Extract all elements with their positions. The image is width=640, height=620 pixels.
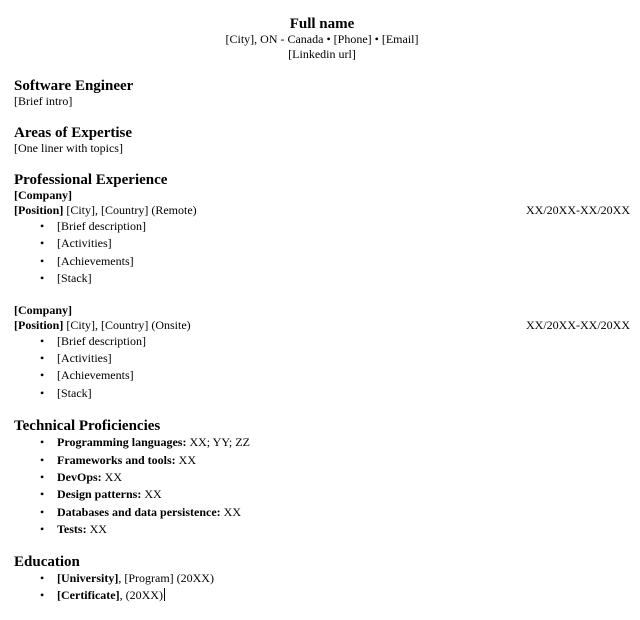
section-title-experience: Professional Experience — [14, 172, 168, 188]
skill-label: Programming languages: — [57, 435, 187, 450]
skill-value: XX — [175, 452, 197, 467]
section-title-summary: Software Engineer — [14, 78, 134, 94]
job-company: [Company] — [14, 188, 73, 202]
list-item — [14, 504, 630, 521]
education-label: [Certificate] — [57, 588, 120, 603]
education-list — [14, 570, 630, 605]
list-item — [14, 469, 630, 486]
text-cursor — [164, 588, 165, 601]
job-entry — [14, 188, 630, 288]
skill-label: Design patterns: — [57, 487, 142, 502]
list-item[interactable] — [14, 587, 630, 604]
list-item: • [Activities] — [14, 235, 630, 252]
skill-label: Frameworks and tools: — [57, 452, 176, 467]
job-position: [Position] — [14, 203, 64, 217]
job-entry — [14, 303, 630, 403]
list-item: • [Achievements] — [14, 253, 630, 270]
brief-intro: [Brief intro] — [14, 94, 73, 108]
expertise-topics: [One liner with topics] — [14, 141, 123, 155]
list-item — [14, 434, 630, 451]
job-position-row — [14, 318, 630, 333]
list-item — [14, 452, 630, 469]
contact-line: [City], ON - Canada • [Phone] • [Email] — [225, 32, 419, 46]
skill-value: XX — [86, 522, 107, 537]
full-name: Full name — [289, 16, 355, 32]
list-item: • [Activities] — [14, 350, 630, 367]
skill-value: XX — [141, 487, 162, 502]
list-item: • [Brief description] — [14, 333, 630, 350]
list-item — [14, 486, 630, 503]
resume-document — [14, 0, 630, 605]
section-title-technical: Technical Proficiencies — [14, 418, 161, 435]
job-position-row — [14, 203, 630, 218]
experience-section — [14, 172, 630, 402]
skill-label: Databases and data persistence: — [57, 504, 221, 519]
job-bullets — [14, 218, 630, 288]
section-title-education: Education — [14, 553, 80, 570]
education-label: [University] — [57, 570, 119, 585]
list-item: • [Stack] — [14, 270, 630, 287]
job-position: [Position] — [14, 317, 64, 332]
list-item — [14, 521, 630, 538]
job-company: [Company] — [14, 302, 73, 317]
skill-label: Tests: — [57, 522, 87, 537]
technical-list — [14, 434, 630, 538]
education-value: , [Program] (20XX) — [118, 570, 214, 585]
skill-value: XX — [101, 470, 123, 485]
education-value: , (20XX) — [119, 588, 163, 603]
job-dates: XX/20XX-XX/20XX — [526, 317, 630, 332]
job-location: [City], [Country] (Onsite) — [63, 317, 191, 332]
job-location: [City], [Country] (Remote) — [63, 203, 197, 217]
summary-section — [14, 78, 630, 109]
resume-header — [14, 16, 630, 62]
list-item: • [Achievements] — [14, 367, 630, 384]
skill-label: DevOps: — [57, 470, 102, 485]
skill-value: XX — [220, 504, 242, 519]
skill-value: XX; YY; ZZ — [186, 435, 250, 450]
list-item: • [Stack] — [14, 385, 630, 402]
job-dates: XX/20XX-XX/20XX — [526, 203, 630, 217]
education-section — [14, 554, 630, 605]
job-bullets — [14, 333, 630, 403]
expertise-section — [14, 125, 630, 156]
linkedin-url: [Linkedin url] — [288, 47, 356, 61]
list-item — [14, 570, 630, 587]
section-title-expertise: Areas of Expertise — [14, 125, 133, 141]
technical-section — [14, 418, 630, 538]
list-item: • [Brief description] — [14, 218, 630, 235]
